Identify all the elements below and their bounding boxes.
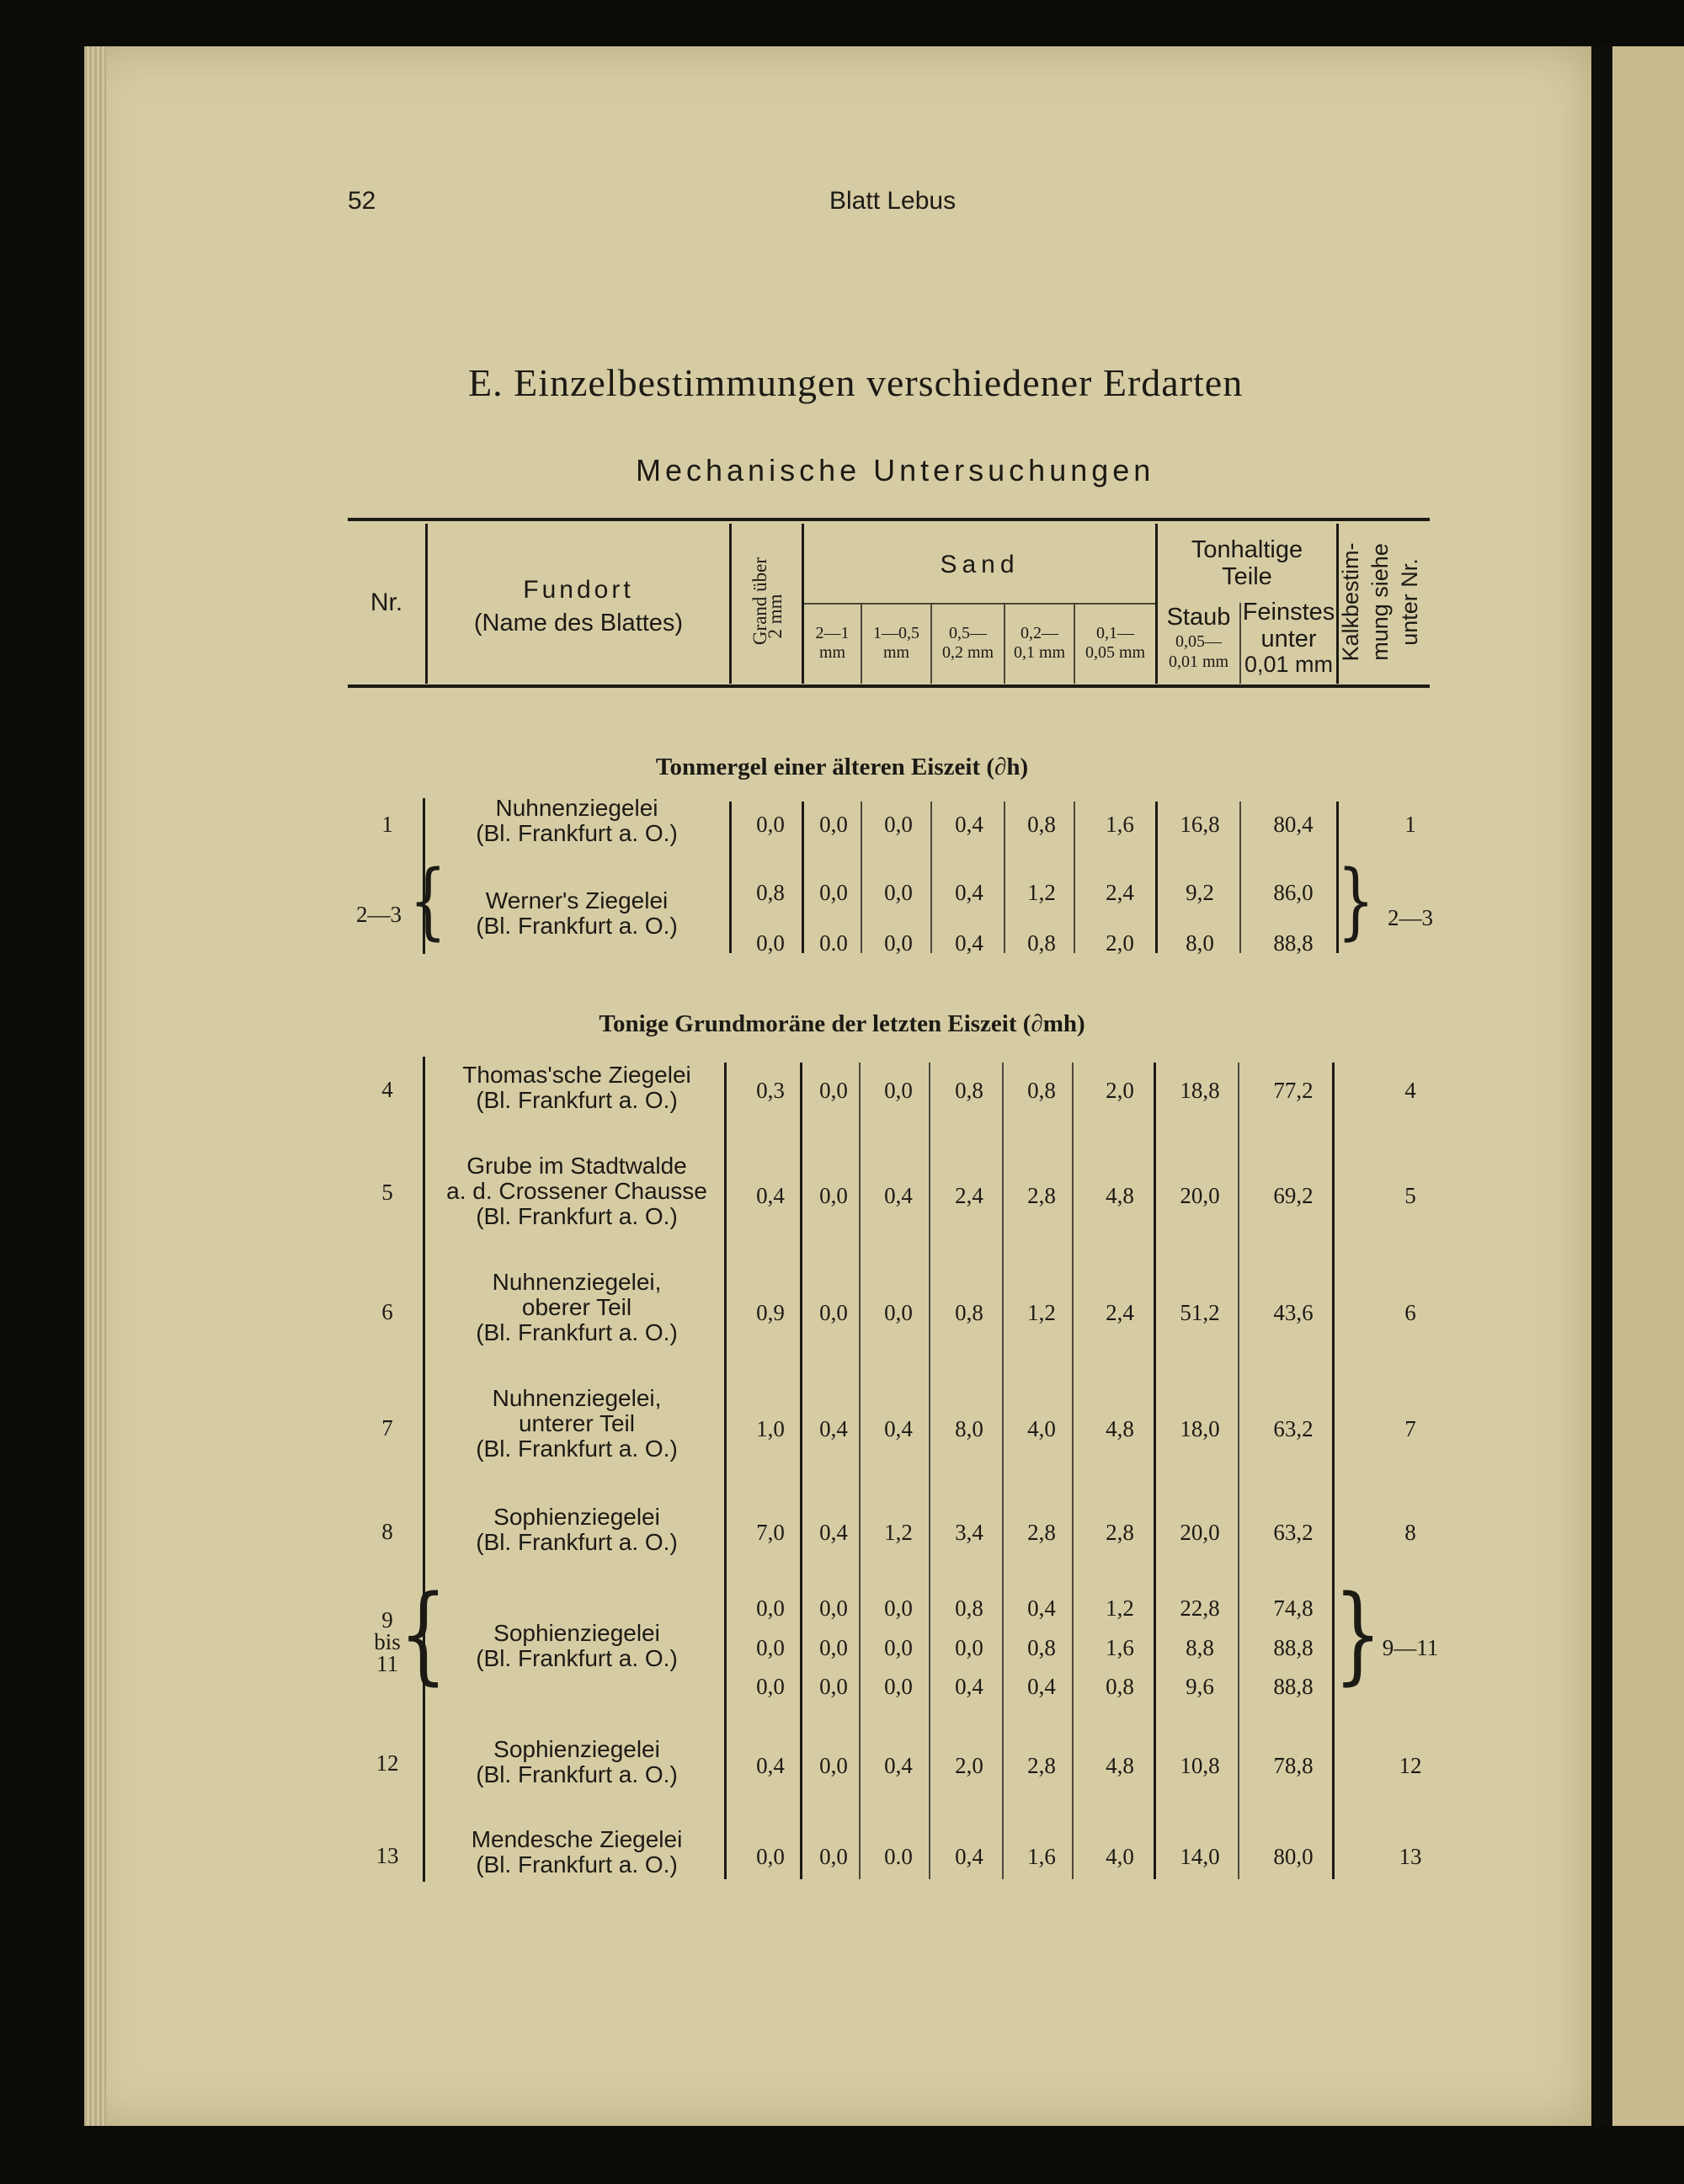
row-value: 2,4 — [1106, 880, 1134, 905]
row-value: 0,8 — [1027, 812, 1056, 837]
row-value: 16,8 — [1180, 812, 1220, 837]
body-vline — [1002, 1063, 1004, 1879]
body-vline — [1155, 802, 1158, 953]
brace-left: { — [409, 852, 447, 950]
row-value: 8,0 — [955, 1416, 983, 1441]
body-vline — [729, 802, 732, 953]
row-value: 0,8 — [1027, 1078, 1056, 1103]
row-location: unterer Teil — [518, 1410, 635, 1436]
header-kalk: mung siehe — [1367, 543, 1393, 661]
row-value: 1,6 — [1106, 1635, 1134, 1660]
row-value: 0,0 — [819, 1595, 848, 1621]
row-value: 63,2 — [1273, 1520, 1314, 1545]
row-value: 0,4 — [756, 1753, 785, 1778]
row-reference: 2—3 — [1388, 905, 1433, 930]
row-location: Nuhnenziegelei, — [492, 1269, 662, 1295]
row-location: Werner's Ziegelei — [485, 887, 669, 914]
row-number: 9 — [381, 1607, 393, 1633]
row-value: 80,0 — [1273, 1844, 1314, 1869]
row-value: 0,0 — [955, 1635, 983, 1660]
row-reference: 8 — [1404, 1520, 1416, 1545]
row-value: 0,0 — [819, 812, 848, 837]
row-value: 0,0 — [884, 880, 913, 905]
sand-col-label: 0,1— — [1096, 624, 1134, 642]
row-value: 0,4 — [955, 1674, 983, 1699]
running-head: Blatt Lebus — [829, 187, 957, 215]
header-feinstes: Feinstes — [1242, 599, 1335, 626]
row-value: 0,0 — [884, 1635, 913, 1660]
sand-col-unit: 0,05 mm — [1084, 643, 1146, 662]
row-value: 0,0 — [884, 930, 913, 956]
section-heading: Tonmergel einer älteren Eiszeit (∂h) — [655, 754, 1029, 780]
row-reference: 7 — [1404, 1416, 1416, 1441]
header-staub: Staub — [1166, 604, 1231, 631]
row-value: 22,8 — [1180, 1595, 1220, 1621]
row-value: 0,0 — [884, 812, 913, 837]
row-value: 80,4 — [1273, 812, 1314, 837]
row-value: 2,0 — [1106, 930, 1134, 956]
header-tonhaltige: Tonhaltige — [1191, 536, 1303, 563]
row-value: 0,4 — [884, 1416, 913, 1441]
row-reference: 12 — [1399, 1753, 1422, 1778]
body-vline — [1239, 802, 1241, 953]
row-value: 0,0 — [884, 1674, 913, 1699]
row-value: 20,0 — [1180, 1183, 1220, 1208]
row-location: Sophienziegelei — [493, 1620, 660, 1646]
row-value: 0,4 — [756, 1183, 785, 1208]
sand-col-unit: mm — [818, 643, 846, 662]
row-value: 4,0 — [1106, 1844, 1134, 1869]
row-value: 0,0 — [819, 880, 848, 905]
row-value: 9,2 — [1186, 880, 1214, 905]
row-value: 1,0 — [756, 1416, 785, 1441]
row-location: Nuhnenziegelei, — [492, 1385, 662, 1411]
row-number: bis — [374, 1629, 401, 1654]
row-location: Mendesche Ziegelei — [471, 1826, 683, 1852]
sand-col-label: 2—1 — [815, 624, 850, 642]
header-staub-sub: 0,01 mm — [1168, 653, 1229, 671]
row-value: 3,4 — [955, 1520, 983, 1545]
row-value: 1,2 — [1106, 1595, 1134, 1621]
sand-col-label: 1—0,5 — [873, 624, 919, 642]
row-value: 0,8 — [1106, 1674, 1134, 1699]
row-value: 0,3 — [756, 1078, 785, 1103]
row-value: 1,6 — [1106, 812, 1134, 837]
brace-right: } — [1334, 1572, 1383, 1697]
row-number: 2—3 — [356, 902, 402, 927]
row-value: 0,0 — [756, 1595, 785, 1621]
header-kalk: Kalkbestim- — [1338, 542, 1363, 662]
header-feinstes-sub: 0,01 mm — [1244, 652, 1334, 677]
row-number: 6 — [381, 1299, 393, 1324]
row-location: (Bl. Frankfurt a. O.) — [476, 1851, 678, 1878]
row-location: (Bl. Frankfurt a. O.) — [476, 1529, 678, 1555]
row-value: 0,4 — [884, 1183, 913, 1208]
row-value: 0,8 — [955, 1300, 983, 1325]
row-value: 2,0 — [955, 1753, 983, 1778]
row-location: (Bl. Frankfurt a. O.) — [476, 1761, 678, 1787]
row-value: 2,4 — [1106, 1300, 1134, 1325]
sand-col-unit: 0,1 mm — [1013, 643, 1066, 662]
row-value: 2,8 — [1027, 1520, 1056, 1545]
row-number: 5 — [381, 1180, 393, 1205]
body-vline — [1332, 1063, 1335, 1879]
body-vline — [1154, 1063, 1156, 1879]
row-value: 63,2 — [1273, 1416, 1314, 1441]
table-top-rule — [348, 518, 1430, 521]
row-value: 2,8 — [1027, 1753, 1056, 1778]
row-location: (Bl. Frankfurt a. O.) — [476, 913, 678, 939]
row-number: 12 — [376, 1750, 399, 1776]
header-kalk: unter Nr. — [1397, 558, 1422, 646]
row-value: 7,0 — [756, 1520, 785, 1545]
header-feinstes-sub: unter — [1260, 626, 1317, 653]
gutter — [1591, 46, 1612, 2126]
row-value: 0,8 — [1027, 1635, 1056, 1660]
row-value: 0,0 — [884, 1595, 913, 1621]
row-reference: 13 — [1399, 1844, 1422, 1869]
row-value: 14,0 — [1180, 1844, 1220, 1869]
row-value: 0,0 — [756, 1844, 785, 1869]
header-teile: Teile — [1222, 563, 1272, 590]
row-reference: 4 — [1404, 1078, 1416, 1103]
row-number: 13 — [376, 1843, 399, 1868]
header-grand: Grand über — [749, 557, 770, 646]
page-title: E. Einzelbestimmungen verschiedener Erdarten — [468, 361, 1244, 404]
page-edges — [84, 46, 106, 2126]
row-value: 0,0 — [819, 1674, 848, 1699]
row-value: 4,8 — [1106, 1753, 1134, 1778]
row-value: 0,9 — [756, 1300, 785, 1325]
row-number: 11 — [376, 1651, 398, 1676]
body-vline — [861, 802, 862, 953]
body-vline — [800, 1063, 802, 1879]
body-vline — [1004, 802, 1005, 953]
row-value: 69,2 — [1273, 1183, 1314, 1208]
row-value: 0,4 — [1027, 1595, 1056, 1621]
sand-col-unit: 0,2 mm — [941, 643, 994, 662]
brace-right: } — [1337, 852, 1375, 950]
header-vline — [1004, 603, 1005, 684]
section-heading: Tonige Grundmoräne der letzten Eiszeit (∂mh) — [599, 1010, 1085, 1037]
row-value: 9,6 — [1186, 1674, 1214, 1699]
sand-col-label: 0,5— — [949, 624, 987, 642]
row-value: 0,0 — [819, 1844, 848, 1869]
row-location: (Bl. Frankfurt a. O.) — [476, 1319, 678, 1345]
row-value: 0,4 — [1027, 1674, 1056, 1699]
row-value: 1,2 — [884, 1520, 913, 1545]
row-location: Nuhnenziegelei — [495, 795, 658, 821]
header-grand-sub: 2 mm — [765, 594, 786, 639]
row-value: 4,0 — [1027, 1416, 1056, 1441]
row-value: 0.0 — [819, 930, 848, 956]
header-vline — [930, 603, 932, 684]
row-value: 51,2 — [1180, 1300, 1220, 1325]
row-value: 0,4 — [819, 1416, 848, 1441]
row-value: 0,8 — [756, 880, 785, 905]
row-value: 88,8 — [1273, 930, 1314, 956]
body-vline — [930, 802, 932, 953]
row-value: 18,8 — [1180, 1078, 1220, 1103]
row-value: 0,4 — [955, 930, 983, 956]
row-value: 0,8 — [1027, 930, 1056, 956]
row-value: 0,0 — [756, 812, 785, 837]
row-value: 10,8 — [1180, 1753, 1220, 1778]
sand-col-label: 0,2— — [1021, 624, 1058, 642]
header-staub-sub: 0,05— — [1175, 632, 1222, 651]
row-value: 0,0 — [756, 1635, 785, 1660]
sand-col-unit: mm — [882, 643, 910, 662]
row-location: (Bl. Frankfurt a. O.) — [476, 1645, 678, 1671]
row-value: 0,4 — [819, 1520, 848, 1545]
header-sand: Sand — [940, 551, 1020, 578]
row-location: (Bl. Frankfurt a. O.) — [476, 1087, 678, 1113]
row-value: 0,4 — [955, 812, 983, 837]
row-value: 0,0 — [756, 930, 785, 956]
row-value: 0,0 — [756, 1674, 785, 1699]
header-bottom-rule — [348, 684, 1430, 688]
page-number: 52 — [348, 187, 376, 215]
row-value: 1,6 — [1027, 1844, 1056, 1869]
row-value: 0,0 — [884, 1078, 913, 1103]
row-reference: 9—11 — [1382, 1634, 1439, 1660]
header-fundort-sub: (Name des Blattes) — [473, 610, 684, 637]
row-value: 0,8 — [955, 1595, 983, 1621]
row-value: 2,0 — [1106, 1078, 1134, 1103]
row-value: 8,0 — [1186, 930, 1214, 956]
row-value: 18,0 — [1180, 1416, 1220, 1441]
row-value: 2,4 — [955, 1183, 983, 1208]
row-number: 7 — [381, 1415, 393, 1441]
row-number: 1 — [381, 812, 393, 837]
row-location: (Bl. Frankfurt a. O.) — [476, 1203, 678, 1229]
header-vline — [425, 524, 428, 684]
row-value: 2,8 — [1106, 1520, 1134, 1545]
header-vline — [729, 524, 732, 684]
header-nr: Nr. — [370, 589, 403, 616]
row-value: 74,8 — [1273, 1595, 1314, 1621]
row-location: (Bl. Frankfurt a. O.) — [476, 820, 678, 846]
row-value: 0,0 — [819, 1753, 848, 1778]
row-value: 1,2 — [1027, 1300, 1056, 1325]
row-value: 0,4 — [884, 1753, 913, 1778]
header-vline — [1074, 603, 1075, 684]
row-reference: 6 — [1404, 1300, 1416, 1325]
row-value: 77,2 — [1273, 1078, 1314, 1103]
brace-left: { — [399, 1572, 448, 1697]
page-subtitle: Mechanische Untersuchungen — [636, 453, 1155, 487]
row-value: 4,8 — [1106, 1183, 1134, 1208]
header-vline — [861, 603, 862, 684]
row-value: 86,0 — [1273, 880, 1314, 905]
row-value: 43,6 — [1273, 1300, 1314, 1325]
row-value: 20,0 — [1180, 1520, 1220, 1545]
row-value: 0,0 — [819, 1635, 848, 1660]
row-value: 0,0 — [819, 1300, 848, 1325]
row-location: a. d. Crossener Chausse — [446, 1178, 707, 1204]
row-value: 2,8 — [1027, 1183, 1056, 1208]
row-value: 78,8 — [1273, 1753, 1314, 1778]
row-location: oberer Teil — [521, 1294, 632, 1320]
row-number: 8 — [381, 1519, 393, 1544]
row-value: 0,0 — [884, 1300, 913, 1325]
row-value: 0,4 — [955, 880, 983, 905]
row-value: 0,4 — [955, 1844, 983, 1869]
row-value: 4,8 — [1106, 1416, 1134, 1441]
row-value: 1,2 — [1027, 880, 1056, 905]
row-location: (Bl. Frankfurt a. O.) — [476, 1436, 678, 1462]
row-reference: 5 — [1404, 1183, 1416, 1208]
header-fundort: Fundort — [523, 576, 634, 604]
row-location: Thomas'sche Ziegelei — [462, 1062, 691, 1088]
row-value: 88,8 — [1273, 1674, 1314, 1699]
facing-page — [1612, 46, 1684, 2126]
row-value: 0,0 — [819, 1183, 848, 1208]
row-reference: 1 — [1404, 812, 1416, 837]
row-location: Sophienziegelei — [493, 1504, 660, 1530]
row-value: 0.0 — [884, 1844, 913, 1869]
row-value: 88,8 — [1273, 1635, 1314, 1660]
row-location: Sophienziegelei — [493, 1736, 660, 1762]
body-vline — [802, 802, 804, 953]
row-number: 4 — [381, 1077, 393, 1102]
row-value: 0,8 — [955, 1078, 983, 1103]
row-location: Grube im Stadtwalde — [466, 1153, 687, 1179]
row-value: 8,8 — [1186, 1635, 1214, 1660]
body-vline — [1238, 1063, 1239, 1879]
sand-subrule — [804, 603, 1158, 605]
row-value: 0,0 — [819, 1078, 848, 1103]
